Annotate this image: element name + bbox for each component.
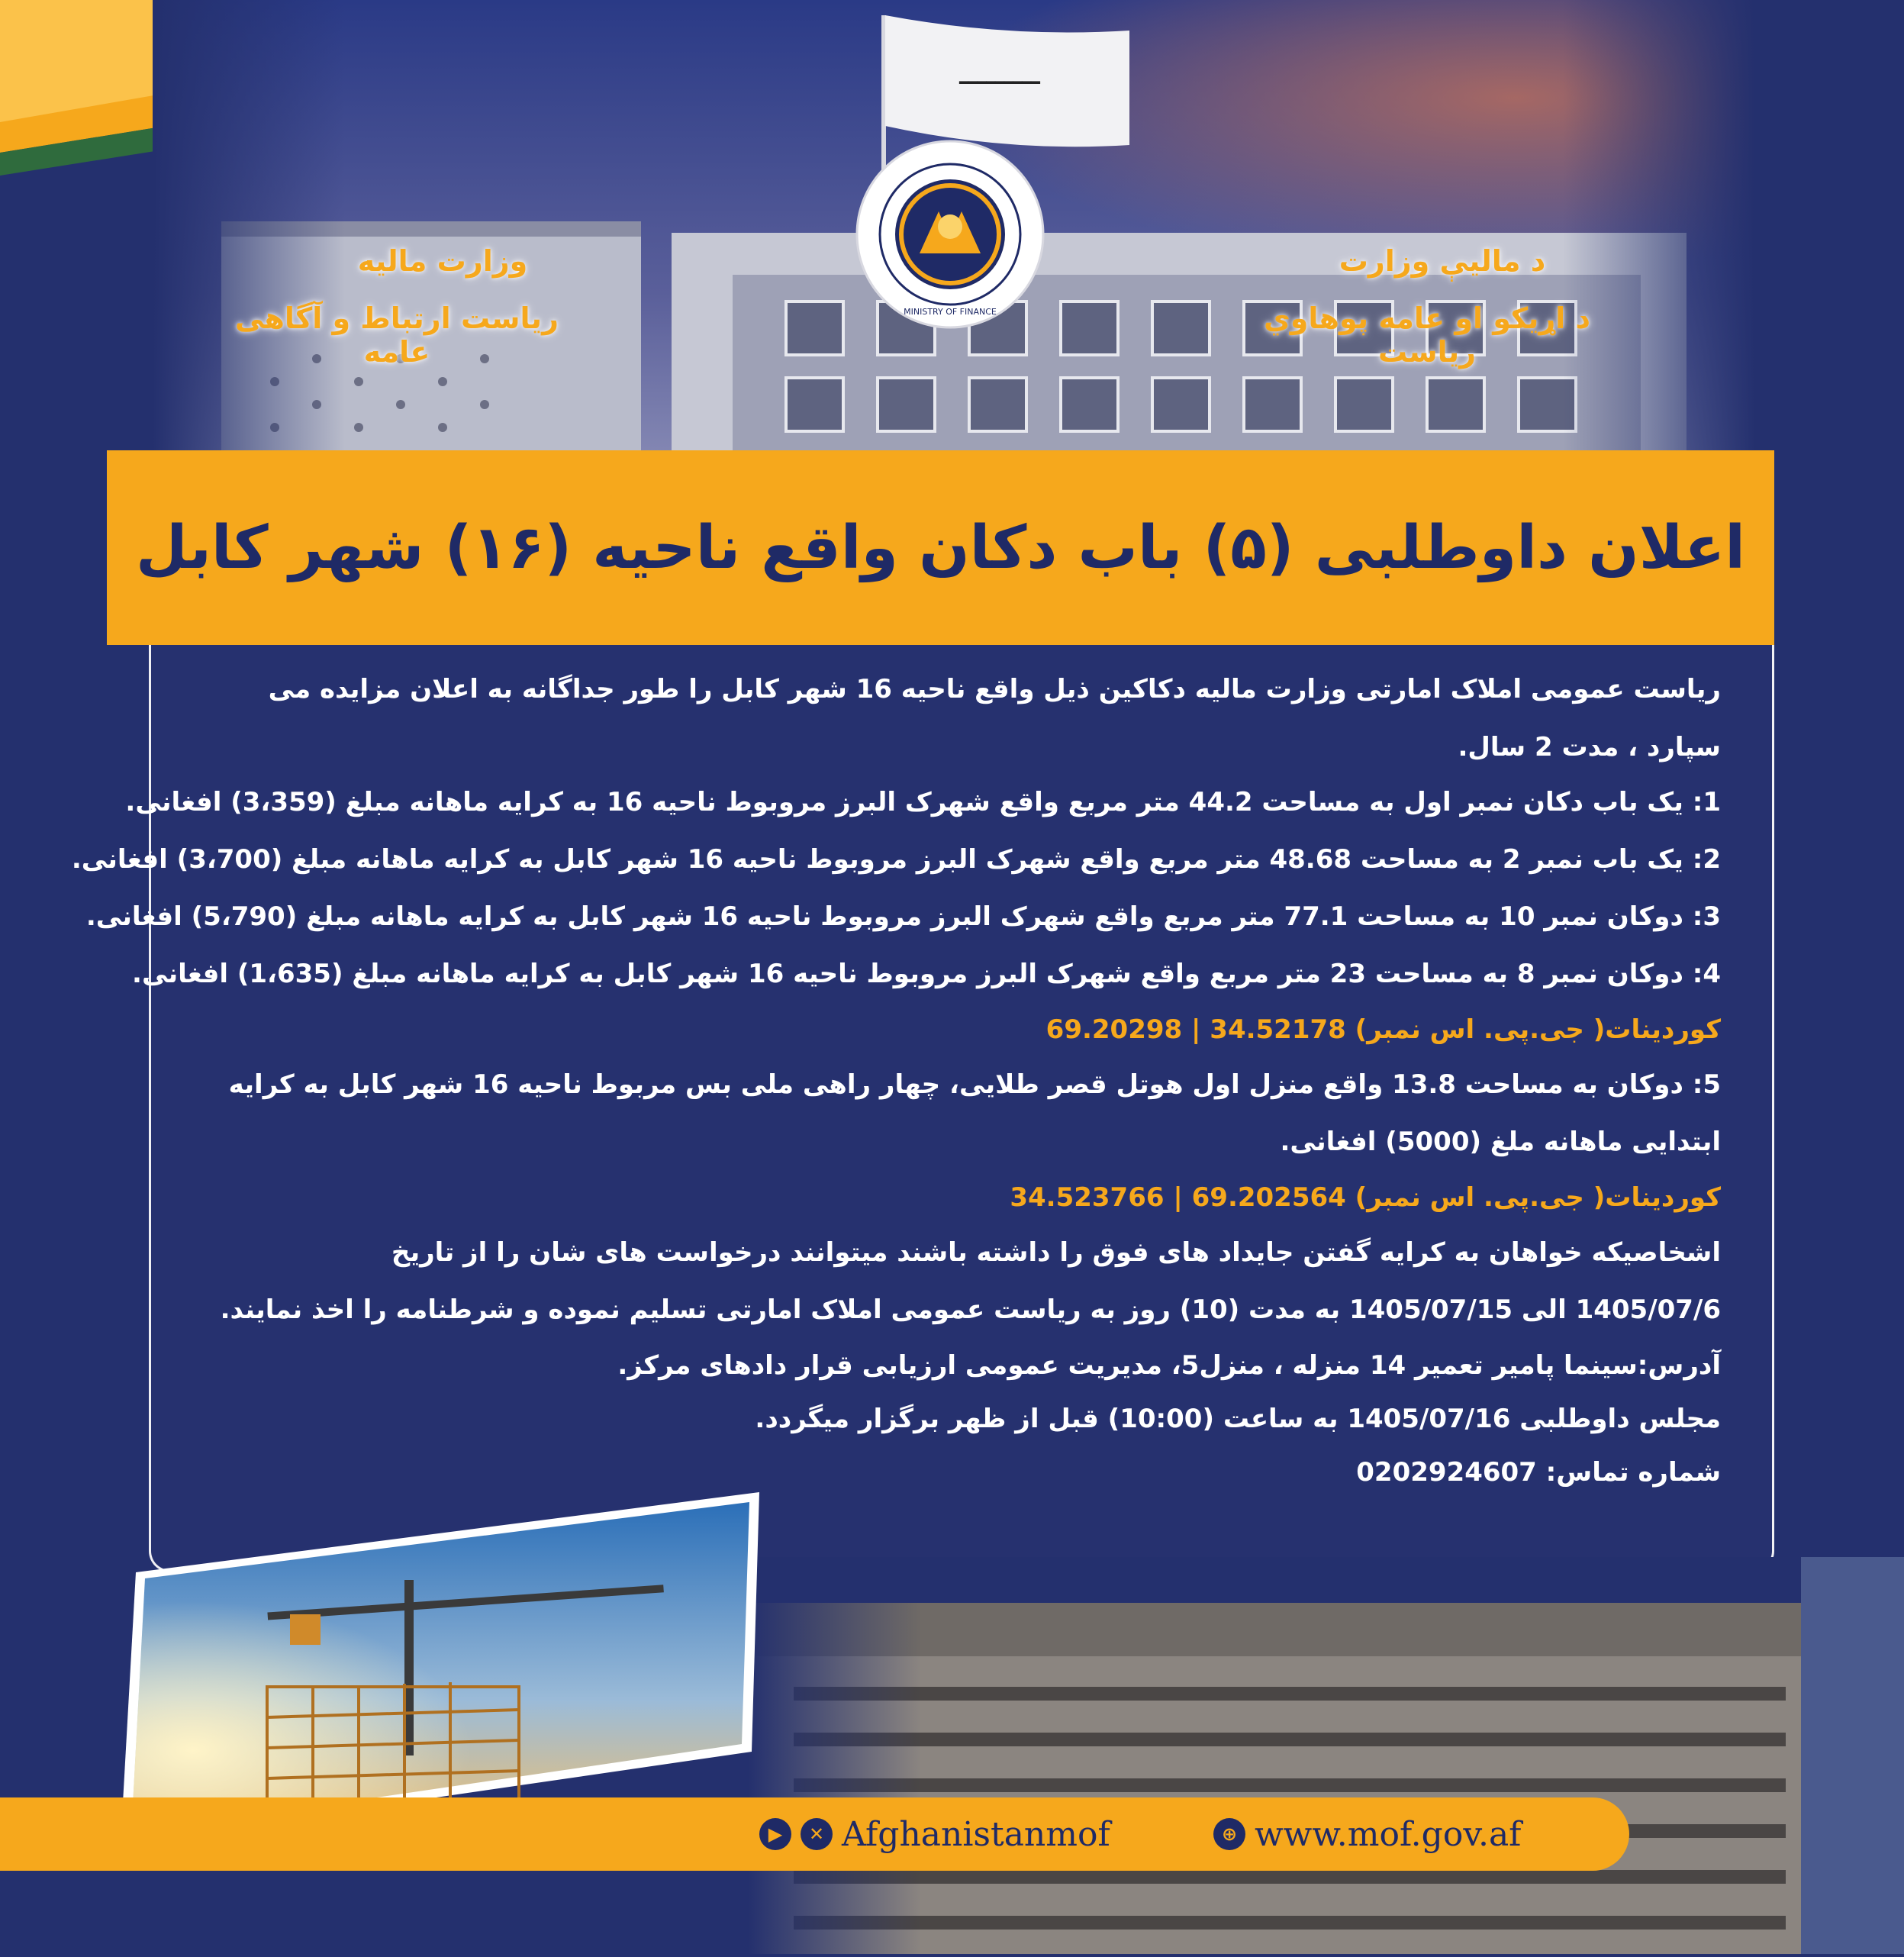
- youtube-icon[interactable]: ▶: [759, 1818, 791, 1850]
- contact-number: شماره تماس: 0202924607: [1356, 1457, 1721, 1488]
- shop-item-1: 1: یک باب دکان نمبر اول به مساحت 44.2 متر مربع واقع شهرک البرز مروبوط ناحیه 16 به کرایه ماهانه مبلغ (3،359) افغانی.: [125, 787, 1721, 817]
- shop-item-4: 4: دوکان نمبر 8 به مساحت 23 متر مربع واقع شهرک البرز مروبوط ناحیه 16 شهر کابل به کرایه ماهانه مبلغ (1،635) افغانی.: [132, 959, 1721, 989]
- announcement-title: اعلان داوطلبی (۵) باب دکان واقع ناحیه (۱۶) شهر کابل: [136, 513, 1745, 582]
- website-link-group: [1213, 1797, 1521, 1871]
- shop-item-2: 2: یک باب نمبر 2 به مساحت 48.68 متر مربع واقع شهرک البرز مروبوط ناحیه 16 شهر کابل به کرایه ماهانه مبلغ (3،700) افغانی.: [71, 844, 1721, 875]
- gps-coordinates-1: کوردینات( جی.پی. اس نمبر) 34.52178 | 69.20298: [1045, 1014, 1721, 1045]
- dari-department-name: ریاست ارتباط و آگاهی عامه: [235, 301, 559, 369]
- website-link[interactable]: www.mof.gov.af: [1255, 1814, 1522, 1854]
- construction-site-photo: [114, 1488, 771, 1847]
- social-handle[interactable]: Afghanistanmof: [842, 1814, 1110, 1854]
- ministry-emblem-logo: [855, 139, 1045, 330]
- session-line: مجلس داوطلبی 1405/07/16 به ساعت (10:00) قبل از ظهر برگزار میگردد.: [755, 1404, 1721, 1434]
- shop-item-5-line-1: 5: دوکان به مساحت 13.8 واقع منزل اول هوتل قصر طلایی، چهار راهی ملی بس مربوط ناحیه 16 شهر کابل به کرایه: [228, 1069, 1721, 1100]
- shop-item-5-line-2: ابتدایی ماهانه ملغ (5000) افغانی.: [1280, 1127, 1721, 1157]
- applicants-line-1: اشخاصیکه خواهان به کرایه گفتن جایداد های فوق را داشته باشند میتوانند درخواست های شان را از تاریخ: [391, 1237, 1721, 1268]
- title-banner: [107, 450, 1774, 645]
- address-line: آدرس:سینما پامیر تعمیر 14 منزله ، منزل5، مدیریت عمومی ارزیابی قرار دادهای مرکز.: [617, 1350, 1721, 1381]
- intro-line-2: سپارد ، مدت 2 سال.: [1458, 732, 1721, 762]
- intro-line-1: ریاست عمومی املاک امارتی وزارت مالیه دکاکین ذیل واقع ناحیه 16 شهر کابل را طور جداگانه به اعلان مزایده می: [268, 674, 1721, 704]
- pashto-ministry-name: د مالیې وزارت: [1339, 244, 1546, 278]
- emblem-label: MINISTRY OF FINANCE: [904, 307, 997, 317]
- globe-icon: ⊕: [1213, 1818, 1245, 1850]
- bottom-building-photo: [748, 1557, 1904, 1954]
- pashto-department-name: د اړیکو او عامه پوهاوي ریاست: [1263, 301, 1591, 369]
- gps-coordinates-2: کوردینات( جی.پی. اس نمبر) 69.202564 | 34.523766: [1010, 1182, 1721, 1213]
- announcement-body: [71, 658, 1721, 1499]
- dari-ministry-name: وزارت مالیه: [357, 244, 528, 278]
- shop-item-3: 3: دوکان نمبر 10 به مساحت 77.1 متر مربع واقع شهرک البرز مروبوط ناحیه 16 شهر کابل به کرایه ماهانه مبلغ (5،790) افغانی.: [85, 901, 1721, 932]
- x-icon[interactable]: ✕: [801, 1818, 833, 1850]
- applicants-line-2: 1405/07/6 الی 1405/07/15 به مدت (10) روز به ریاست عمومی املاک امارتی تسلیم نموده و شرطنامه را اخذ نمایند.: [220, 1294, 1721, 1325]
- social-links: [759, 1797, 1110, 1871]
